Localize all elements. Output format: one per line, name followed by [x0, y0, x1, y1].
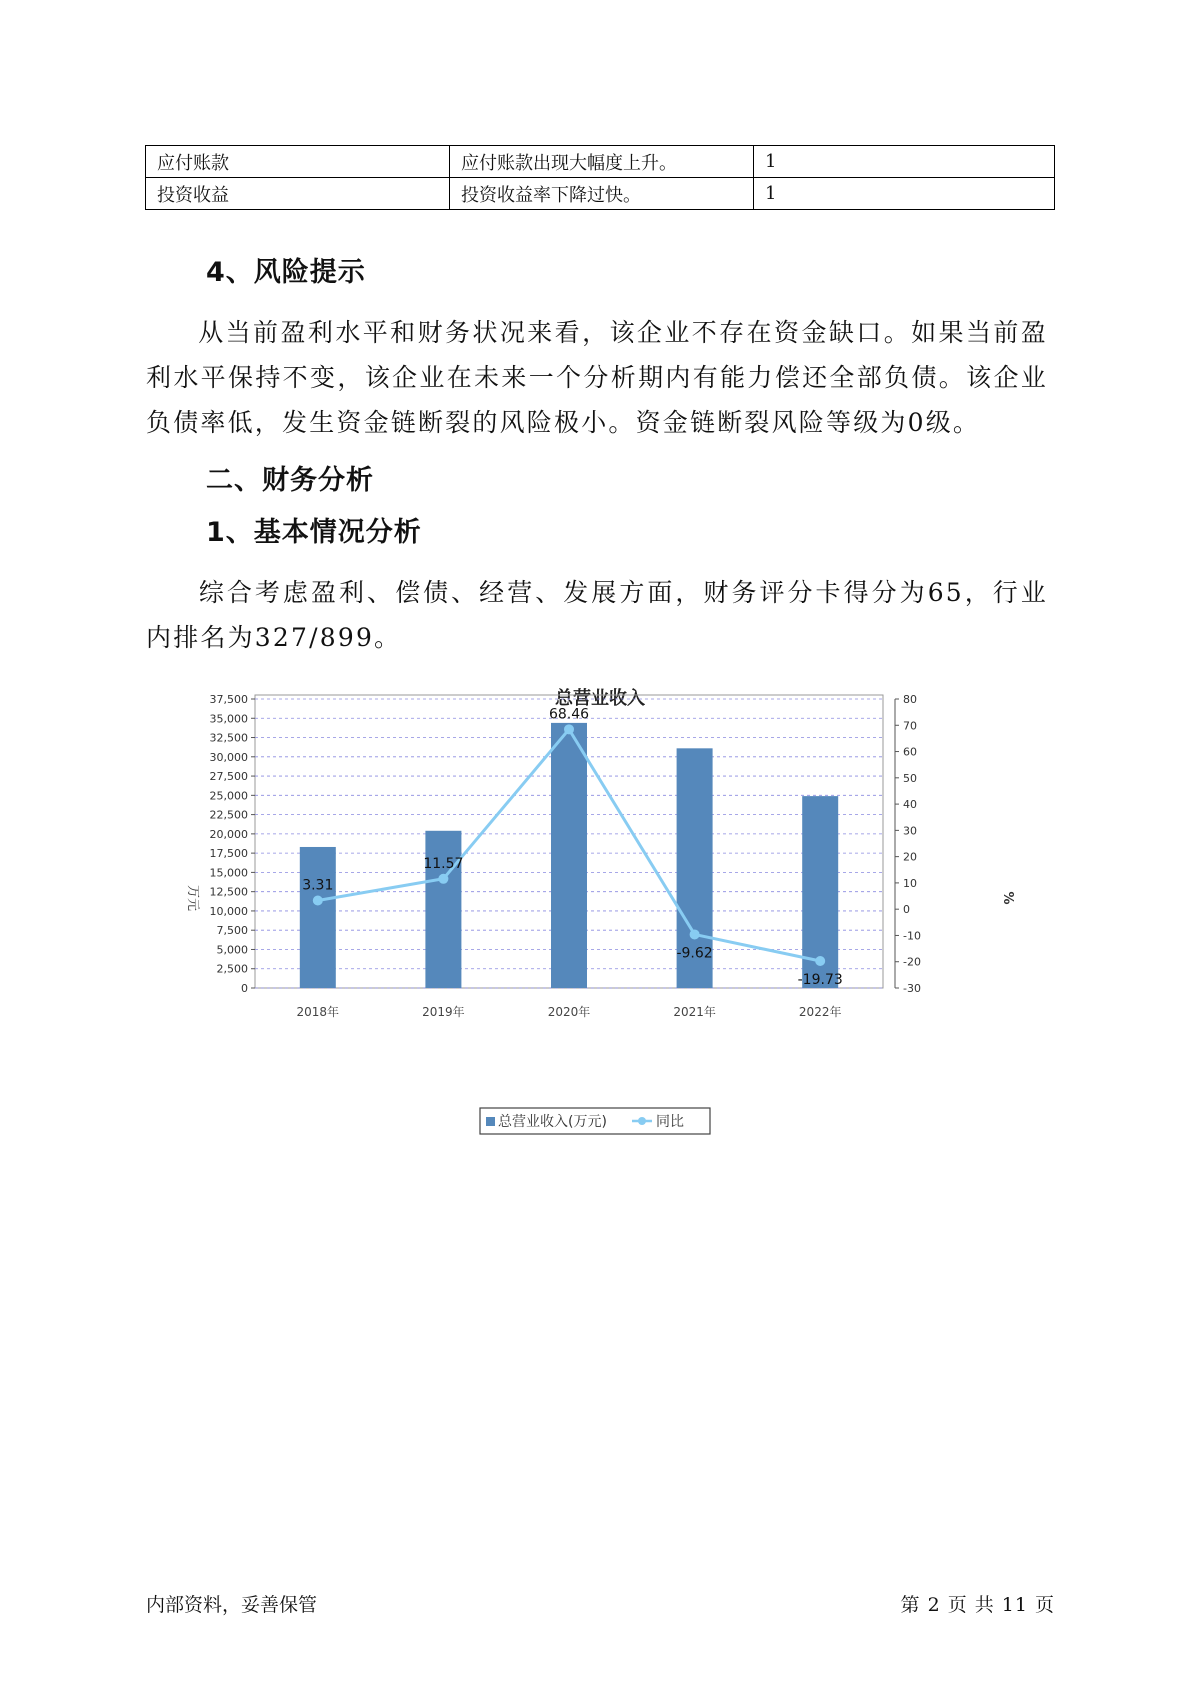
table-cell-desc: 应付账款出现大幅度上升。: [450, 146, 754, 178]
y2-tick-label: -10: [903, 929, 921, 943]
y-axis-label: 万元: [185, 884, 200, 912]
y-tick-label: 20,000: [209, 827, 248, 841]
bar-2020年: [551, 723, 587, 988]
legend-bar-swatch: [486, 1117, 495, 1126]
y2-tick-label: 70: [903, 719, 917, 733]
y-tick-label: 17,500: [209, 847, 248, 861]
yoy-point: [564, 724, 574, 734]
y-tick-label: 7,500: [216, 924, 248, 938]
y2-axis-label: %: [1000, 891, 1015, 905]
table-cell-value: 1: [754, 178, 1055, 210]
y-tick-label: 32,500: [209, 731, 248, 745]
yoy-point: [690, 929, 700, 939]
paragraph-risk: [146, 310, 1048, 445]
bar-2018年: [300, 847, 336, 988]
y2-tick-label: 30: [903, 824, 917, 838]
table-cell-item: 投资收益: [146, 178, 450, 210]
table-cell-value: 1: [754, 146, 1055, 178]
yoy-data-label: 11.57: [423, 855, 464, 872]
footer-note: 内部资料，妥善保管: [146, 1594, 318, 1616]
paragraph-basic-text: 综合考虑盈利、偿债、经营、发展方面，财务评分卡得分为65，行业内排名为327/899。: [146, 578, 1048, 652]
y-tick-label: 37,500: [209, 693, 248, 706]
x-tick-label: 2019年: [422, 1005, 465, 1019]
y-tick-label: 5,000: [216, 943, 248, 957]
heading-finance: 二、财务分析: [206, 465, 374, 496]
y-tick-label: 30,000: [209, 750, 248, 764]
y-tick-label: 22,500: [209, 808, 248, 822]
y-tick-label: 12,500: [209, 885, 248, 899]
table-cell-item: 应付账款: [146, 146, 450, 178]
risk-table: [145, 145, 1055, 210]
chart-title: 总营业收入: [555, 688, 645, 709]
x-tick-label: 2020年: [547, 1005, 591, 1019]
y-tick-label: 27,500: [209, 770, 248, 784]
y2-tick-label: 10: [903, 876, 917, 890]
legend-line-swatch: [638, 1117, 646, 1125]
bar-2019年: [423, 831, 464, 988]
x-tick-label: 2018年: [296, 1005, 340, 1019]
yoy-point: [313, 895, 323, 905]
y-tick-label: 2,500: [216, 962, 248, 976]
heading-basic: 1、基本情况分析: [206, 517, 422, 548]
paragraph-risk-text: 从当前盈利水平和财务状况来看，该企业不存在资金缺口。如果当前盈利水平保持不变，该企业在未来一个分析期内有能力偿还全部负债。该企业负债率低，发生资金链断裂的风险极小。资金链断裂风险等级为0级。: [146, 318, 1048, 437]
yoy-data-label: -19.73: [797, 972, 843, 989]
paragraph-basic: [146, 570, 1048, 660]
y2-tick-label: 40: [903, 798, 917, 812]
yoy-data-label: -9.62: [676, 945, 713, 962]
y-tick-label: 35,000: [209, 712, 248, 726]
heading-risk: 4、风险提示: [206, 257, 366, 288]
legend-bar-label: 总营业收入(万元): [498, 1114, 607, 1130]
y2-tick-label: -20: [903, 955, 921, 969]
table-cell-desc: 投资收益率下降过快。: [450, 178, 754, 210]
y-tick-label: 15,000: [209, 866, 248, 880]
revenue-chart: [170, 680, 1030, 1150]
page-number: 第 2 页 共 11 页: [900, 1594, 1055, 1616]
y2-tick-label: 60: [903, 745, 917, 759]
yoy-point: [815, 956, 825, 966]
x-tick-label: 2022年: [798, 1005, 842, 1019]
y-tick-label: 10,000: [209, 904, 248, 918]
y-tick-label: 0: [241, 982, 248, 995]
x-tick-label: 2021年: [673, 1005, 716, 1019]
table-row: [146, 178, 1055, 210]
y2-tick-label: 80: [903, 693, 917, 706]
y-tick-label: 25,000: [209, 789, 248, 803]
y2-tick-label: 50: [903, 771, 917, 785]
table-row: [146, 146, 1055, 178]
yoy-data-label: 68.46: [548, 706, 590, 723]
legend-line-label: 同比: [656, 1114, 684, 1130]
y2-tick-label: 0: [903, 903, 910, 917]
y2-tick-label: -30: [903, 982, 921, 995]
y2-tick-label: 20: [903, 850, 917, 864]
chart-legend: [480, 1108, 710, 1134]
yoy-data-label: 3.31: [302, 877, 334, 894]
yoy-point: [438, 874, 448, 884]
